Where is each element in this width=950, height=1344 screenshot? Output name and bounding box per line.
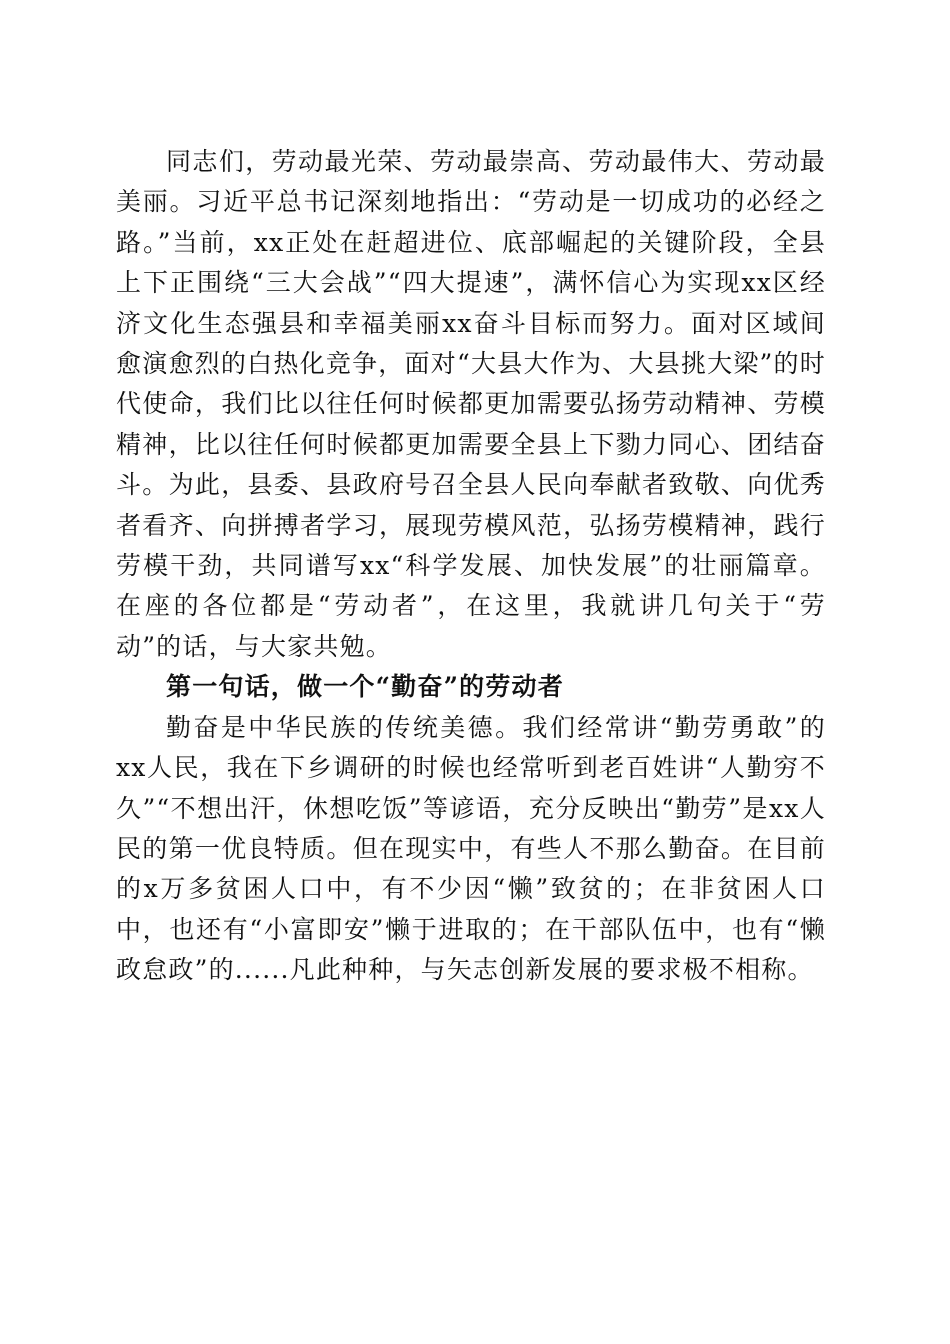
intro-paragraph: 同志们，劳动最光荣、劳动最崇高、劳动最伟大、劳动最美丽。习近平总书记深刻地指出：“劳动是一切成功的必经之路。”当前，xx正处在赶超进位、底部崛起的关键阶段，全县上下正围绕“三大会战”“四大提速”，满怀信心为实现xx区经济文化生态强县和幸福美丽xx奋斗目标而努力。面对区域间愈演愈烈的白热化竞争，面对“大县大作为、大县挑大梁”的时代使命，我们比以往任何时候都更加需要弘扬劳动精神、劳模精神，比以往任何时候都更加需要全县上下勠力同心、团结奋斗。为此，县委、县政府号召全县人民向奉献者致敬、向优秀者看齐、向拼搏者学习，展现劳模风范，弘扬劳模精神，践行劳模干劲，共同谱写xx“科学发展、加快发展”的壮丽篇章。在座的各位都是“劳动者”，在这里，我就讲几句关于“劳动”的话，与大家共勉。 (116, 147, 826, 661)
section-heading: 第一句话，做一个“勤奋”的劳动者 (166, 672, 564, 702)
document-page (116, 142, 826, 991)
section-paragraph: 勤奋是中华民族的传统美德。我们经常讲“勤劳勇敢”的xx人民，我在下乡调研的时候也经常听到老百姓讲“人勤穷不久”“不想出汗，休想吃饭”等谚语，充分反映出“勤劳”是xx人民的第一优良特质。但在现实中，有些人不那么勤奋。在目前的x万多贫困人口中，有不少因“懒”致贫的；在非贫困人口中，也还有“小富即安”懒于进取的；在干部队伍中，也有“懒政怠政”的......凡此种种，与矢志创新发展的要求极不相称。 (116, 712, 826, 985)
